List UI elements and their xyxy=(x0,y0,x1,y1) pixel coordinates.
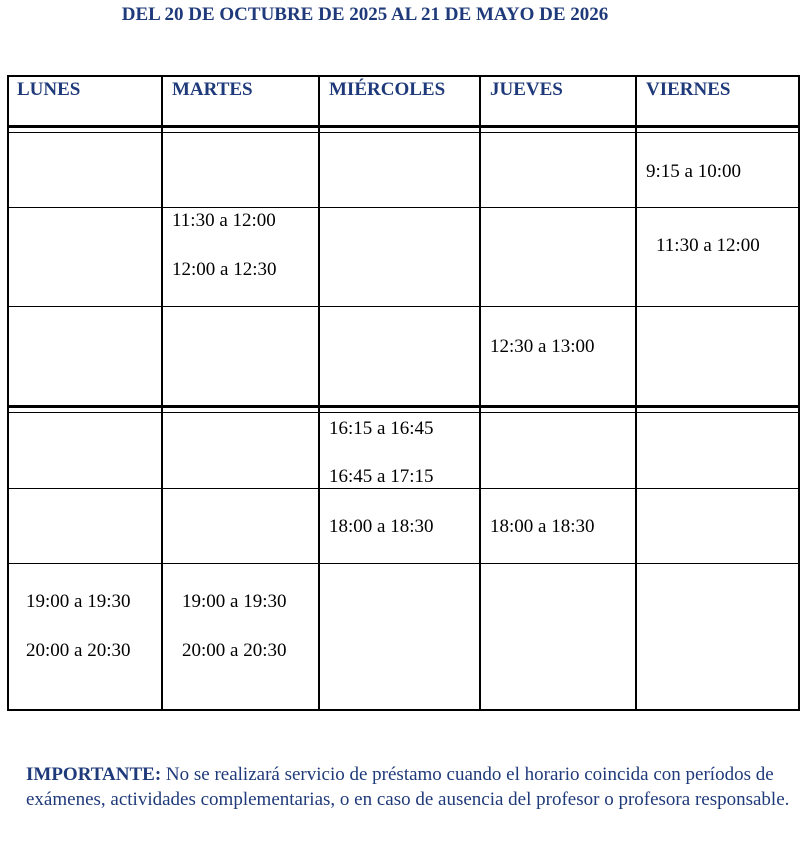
header-jueves: JUEVES xyxy=(490,79,563,100)
row-divider xyxy=(7,306,800,307)
time-slot: 12:30 a 13:00 xyxy=(490,336,595,357)
schedule-title: DEL 20 DE OCTUBRE DE 2025 AL 21 DE MAYO DE 2026 xyxy=(121,4,609,25)
time-slot: 9:15 a 10:00 xyxy=(646,161,741,182)
time-slot: 20:00 a 20:30 xyxy=(26,640,131,661)
column-divider xyxy=(479,75,481,711)
time-slot: 18:00 a 18:30 xyxy=(329,516,434,537)
column-divider xyxy=(635,75,637,711)
time-slot: 11:30 a 12:00 xyxy=(656,235,760,256)
header-lunes: LUNES xyxy=(17,79,81,100)
time-slot: 19:00 a 19:30 xyxy=(182,591,287,612)
important-note xyxy=(26,762,796,812)
time-slot: 20:00 a 20:30 xyxy=(182,640,287,661)
row-divider xyxy=(7,207,800,208)
header-martes: MARTES xyxy=(172,79,253,100)
midday-separator xyxy=(7,405,800,408)
row-divider xyxy=(7,488,800,489)
time-slot: 19:00 a 19:30 xyxy=(26,591,131,612)
header-separator-thin xyxy=(7,132,800,133)
time-slot: 18:00 a 18:30 xyxy=(490,516,595,537)
header-separator xyxy=(7,125,800,128)
table-bottom-border xyxy=(7,709,800,711)
column-divider xyxy=(7,75,9,711)
time-slot: 16:45 a 17:15 xyxy=(329,466,434,487)
midday-separator-thin xyxy=(7,412,800,413)
time-slot: 16:15 a 16:45 xyxy=(329,418,434,439)
header-miercoles: MIÉRCOLES xyxy=(329,79,446,100)
column-divider xyxy=(161,75,163,711)
note-label: IMPORTANTE: xyxy=(26,764,162,785)
column-divider xyxy=(318,75,320,711)
table-top-border xyxy=(7,75,800,77)
note-text: No se realizará servicio de préstamo cuando el horario coincida con períodos de exámenes, actividades complementarias, o en caso de ausencia del profesor o profesora responsable. xyxy=(26,764,790,810)
column-divider xyxy=(798,75,800,711)
time-slot: 11:30 a 12:00 xyxy=(172,210,276,231)
time-slot: 12:00 a 12:30 xyxy=(172,259,277,280)
header-viernes: VIERNES xyxy=(646,79,731,100)
row-divider xyxy=(7,563,800,564)
